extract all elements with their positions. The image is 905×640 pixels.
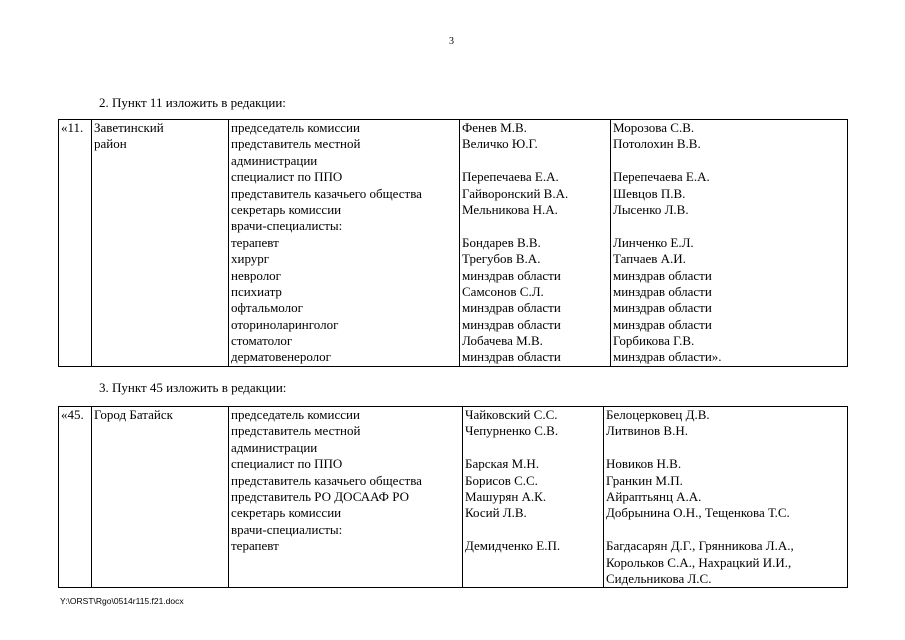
primary-member-line: Машурян А.К. <box>465 488 547 504</box>
role-line: врачи-специалисты: <box>231 218 343 234</box>
role-line: офтальмолог <box>231 300 303 316</box>
reserve-member-line: минздрав области <box>613 300 712 316</box>
section-heading-paragraph-11: 2. Пункт 11 изложить в редакции: <box>99 95 286 110</box>
primary-member-line: Фенев М.В. <box>462 120 527 135</box>
district-line: Город Батайск <box>94 407 173 422</box>
primary-member-line <box>462 153 610 169</box>
district-line: Заветинский <box>94 120 164 135</box>
district-line: район <box>94 136 127 152</box>
item-number: «11. <box>61 120 84 135</box>
role-line: представитель казачьего общества <box>231 472 422 488</box>
role-line: председатель комиссии <box>231 120 360 135</box>
primary-member-line: минздрав области <box>462 316 561 332</box>
role-line: врачи-специалисты: <box>231 521 343 537</box>
role-line: представитель казачьего общества <box>231 185 422 201</box>
reserve-member-line: минздрав области <box>613 316 712 332</box>
page-number: 3 <box>449 36 454 47</box>
primary-member-line: Демидченко Е.П. <box>465 538 561 554</box>
primary-member-line: Самсонов С.Л. <box>462 283 544 299</box>
role-line: секретарь комиссии <box>231 201 342 217</box>
reserve-member-line: Линченко Е.Л. <box>613 234 694 250</box>
item-number-cell <box>59 120 92 367</box>
reserve-member-line: минздрав области». <box>613 349 722 365</box>
footer-file-path: Y:\ORST\Rgo\0514r115.f21.docx <box>60 596 184 606</box>
primary-member-line: Лобачева М.В. <box>462 333 543 349</box>
reserve-member-line: Новиков Н.В. <box>606 456 682 472</box>
role-line: специалист по ППО <box>231 456 343 472</box>
role-line <box>231 571 462 587</box>
reserve-member-line: Литвинов В.Н. <box>606 423 688 439</box>
roles-cell <box>229 120 460 367</box>
primary-member-line: минздрав области <box>462 267 561 283</box>
primary-member-line: Бондарев В.В. <box>462 234 541 250</box>
item-number-cell <box>59 407 92 588</box>
role-line: хирург <box>231 251 270 267</box>
role-line: специалист по ППО <box>231 169 343 185</box>
primary-member-line: Мельникова Н.А. <box>462 201 558 217</box>
reserve-member-line: Горбикова Г.В. <box>613 333 695 349</box>
primary-member-line <box>465 571 603 587</box>
district-cell <box>92 407 229 588</box>
primary-member-line <box>465 555 603 571</box>
reserve-member-line: Гранкин М.П. <box>606 472 683 488</box>
reserve-members-cell <box>604 407 848 588</box>
table-row <box>59 407 848 588</box>
reserve-member-line: Корольков С.А., Нахрацкий И.И., <box>606 554 792 570</box>
reserve-member-line: минздрав области <box>613 267 712 283</box>
table-row <box>59 120 848 367</box>
primary-member-line: минздрав области <box>462 349 561 365</box>
role-line: терапевт <box>231 538 279 554</box>
reserve-member-line <box>613 218 847 234</box>
primary-member-line: Гайворонский В.А. <box>462 185 569 201</box>
primary-members-cell <box>460 120 611 367</box>
reserve-member-line: Потолохин В.В. <box>613 136 701 152</box>
reserve-member-line: Тапчаев А.И. <box>613 251 686 267</box>
commission-table-paragraph-11 <box>58 119 848 367</box>
reserve-member-line: Шевцов П.В. <box>613 185 686 201</box>
primary-member-line: Борисов С.С. <box>465 472 538 488</box>
role-line: стоматолог <box>231 333 293 349</box>
role-line: представитель местной <box>231 423 361 439</box>
primary-member-line <box>462 218 610 234</box>
role-line <box>231 555 462 571</box>
role-line: председатель комиссии <box>231 407 360 422</box>
reserve-member-line: Айраптьянц А.А. <box>606 488 702 504</box>
role-line: дерматовенеролог <box>231 349 331 365</box>
role-line: представитель РО ДОСААФ РО <box>231 488 409 504</box>
primary-member-line: минздрав области <box>462 300 561 316</box>
commission-table-paragraph-45 <box>58 406 848 588</box>
primary-member-line <box>465 522 603 538</box>
reserve-member-line: минздрав области <box>613 283 712 299</box>
primary-member-line: Трегубов В.А. <box>462 251 541 267</box>
reserve-member-line <box>606 440 847 456</box>
primary-member-line <box>465 440 603 456</box>
role-line: администрации <box>231 152 318 168</box>
reserve-member-line: Перепечаева Е.А. <box>613 169 710 185</box>
role-line: администрации <box>231 439 318 455</box>
primary-members-cell <box>463 407 604 588</box>
primary-member-line: Величко Ю.Г. <box>462 136 538 152</box>
primary-member-line: Перепечаева Е.А. <box>462 169 559 185</box>
reserve-member-line: Морозова С.В. <box>613 120 695 135</box>
reserve-member-line: Белоцерковец Д.В. <box>606 407 710 422</box>
reserve-member-line <box>613 153 847 169</box>
primary-member-line: Косий Л.В. <box>465 505 527 521</box>
district-cell <box>92 120 229 367</box>
role-line: невролог <box>231 267 282 283</box>
primary-member-line: Чепурненко С.В. <box>465 423 559 439</box>
role-line: представитель местной <box>231 136 361 152</box>
reserve-member-line: Сидельникова Л.С. <box>606 570 712 586</box>
role-line: оториноларинголог <box>231 316 339 332</box>
item-number: «45. <box>61 407 84 422</box>
reserve-member-line: Багдасарян Д.Г., Грянникова Л.А., <box>606 538 794 554</box>
primary-member-line: Барская М.Н. <box>465 456 540 472</box>
reserve-member-line: Лысенко Л.В. <box>613 201 689 217</box>
role-line: психиатр <box>231 283 282 299</box>
primary-member-line: Чайковский С.С. <box>465 407 558 422</box>
role-line: терапевт <box>231 234 279 250</box>
role-line: секретарь комиссии <box>231 505 342 521</box>
reserve-member-line: Добрынина О.Н., Тещенкова Т.С. <box>606 505 790 521</box>
reserve-member-line <box>606 522 847 538</box>
reserve-members-cell <box>611 120 848 367</box>
section-heading-paragraph-45: 3. Пункт 45 изложить в редакции: <box>99 380 287 395</box>
roles-cell <box>229 407 463 588</box>
